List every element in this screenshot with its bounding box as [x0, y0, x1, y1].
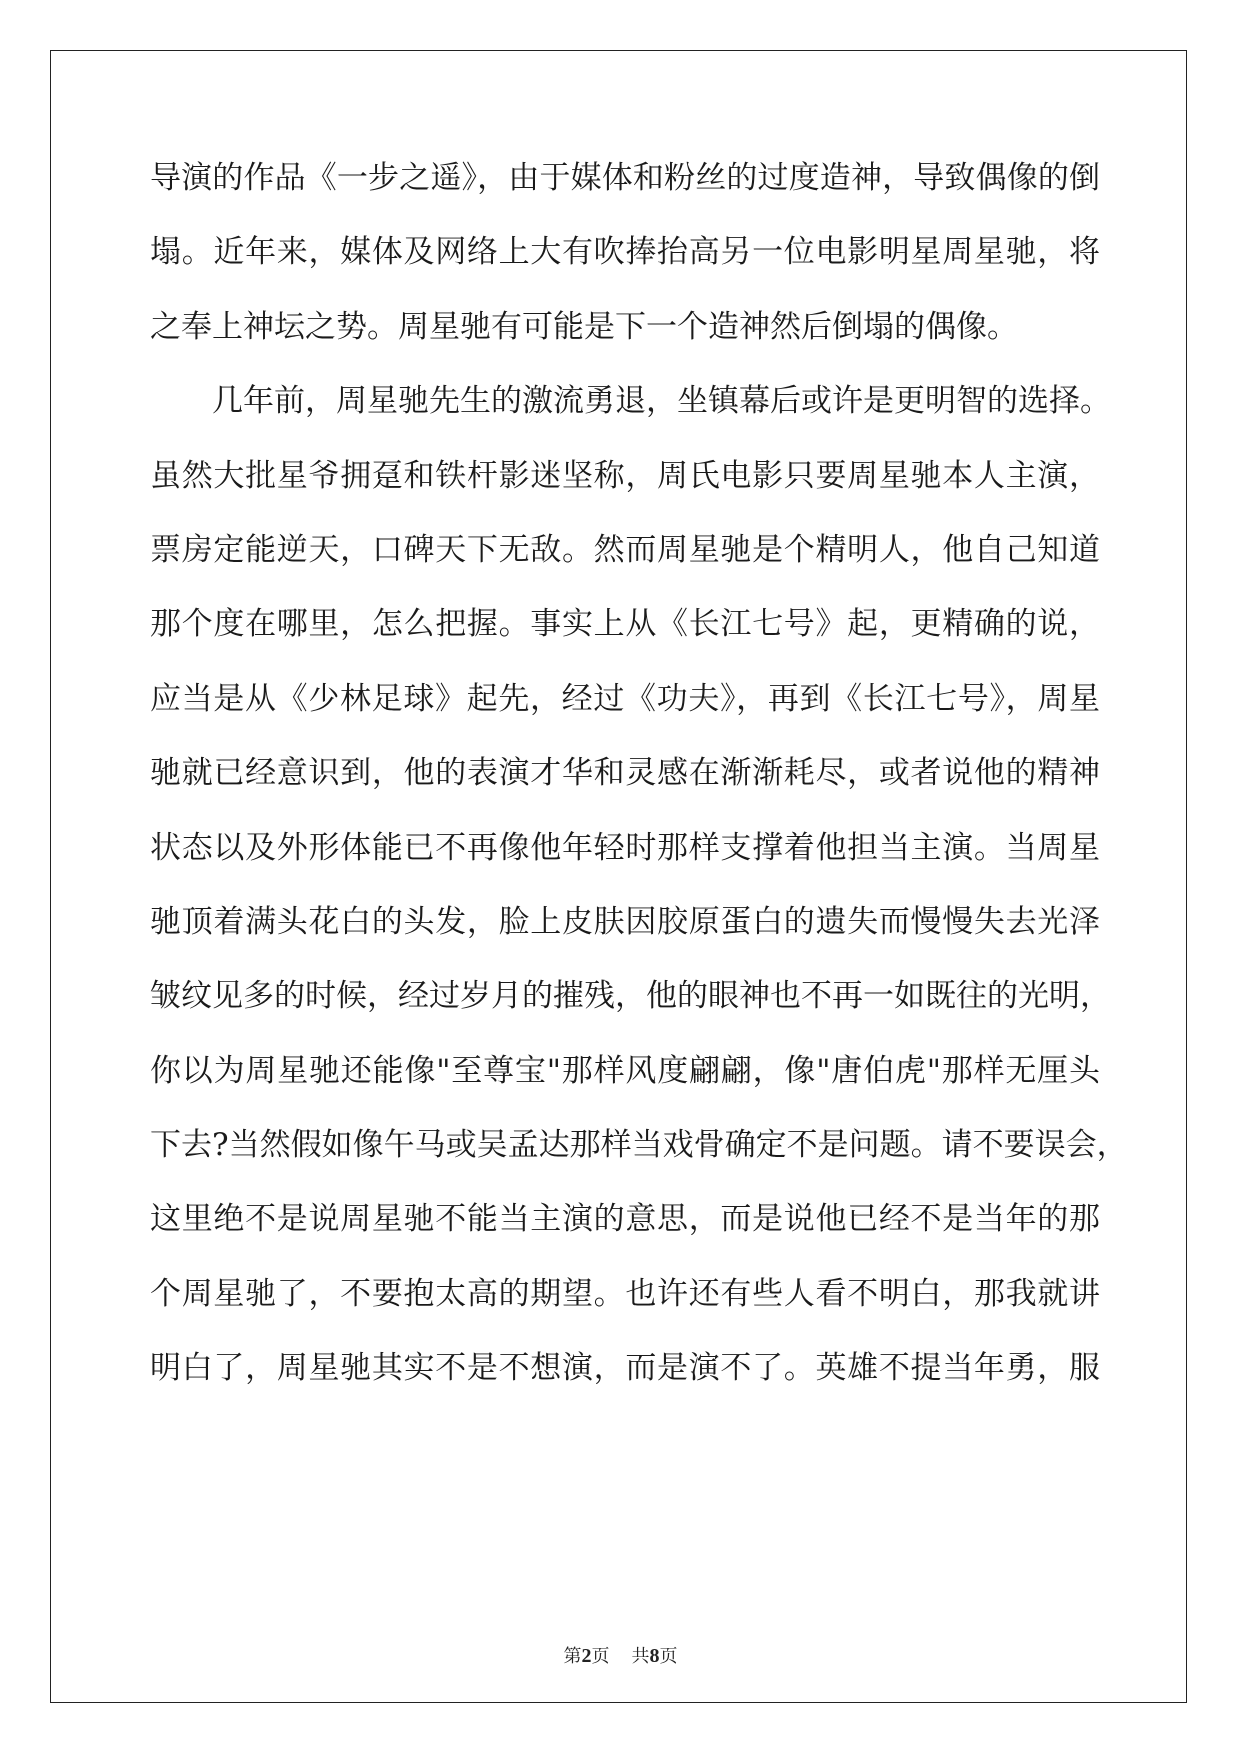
text-line-7: 那个度在哪里，怎么把握。事实上从《长江七号》起，更精确的说， [150, 606, 1100, 643]
footer-page-suffix: 页 [591, 1646, 610, 1667]
text-line-9: 驰就已经意识到，他的表演才华和灵感在渐渐耗尽，或者说他的精神 [150, 755, 1100, 792]
text-line-4: 几年前，周星驰先生的激流勇退，坐镇幕后或许是更明智的选择。 [212, 383, 1111, 420]
text-line-12: 皱纹见多的时候，经过岁月的摧残，他的眼神也不再一如既往的光明， [150, 978, 1111, 1015]
text-line-3: 之奉上神坛之势。周星驰有可能是下一个造神然后倒塌的偶像。 [150, 308, 1018, 345]
total-pages-number: 8 [649, 1645, 660, 1667]
footer-total-prefix: 共 [631, 1646, 650, 1667]
text-line-13: 你以为周星驰还能像"至尊宝"那样风度翩翩，像"唐伯虎"那样无厘头 [150, 1052, 1100, 1089]
text-line-6: 票房定能逆天，口碑天下无敌。然而周星驰是个精明人，他自己知道 [150, 531, 1100, 568]
text-line-8: 应当是从《少林足球》起先，经过《功夫》，再到《长江七号》，周星 [150, 680, 1100, 717]
body-text [150, 160, 1128, 1428]
text-line-14: 下去?当然假如像午马或吴孟达那样当戏骨确定不是问题。请不要误会， [150, 1127, 1128, 1164]
text-line-10: 状态以及外形体能已不再像他年轻时那样支撑着他担当主演。当周星 [150, 829, 1100, 866]
text-line-5: 虽然大批星爷拥趸和铁杆影迷坚称，周氏电影只要周星驰本人主演， [150, 457, 1100, 494]
page-footer [0, 1642, 1241, 1668]
text-line-2: 塌。近年来，媒体及网络上大有吹捧抬高另一位电影明星周星驰，将 [150, 234, 1100, 271]
text-line-15: 这里绝不是说周星驰不能当主演的意思，而是说他已经不是当年的那 [150, 1201, 1100, 1238]
text-line-16: 个周星驰了，不要抱太高的期望。也许还有些人看不明白，那我就讲 [150, 1275, 1100, 1312]
text-line-11: 驰顶着满头花白的头发，脸上皮肤因胶原蛋白的遗失而慢慢失去光泽 [150, 903, 1100, 940]
footer-prefix: 第 [563, 1646, 582, 1667]
footer-total-suffix: 页 [659, 1646, 678, 1667]
current-page-number: 2 [581, 1645, 592, 1667]
text-line-1: 导演的作品《一步之遥》，由于媒体和粉丝的过度造神，导致偶像的倒 [150, 160, 1100, 196]
text-line-17: 明白了，周星驰其实不是不想演，而是演不了。英雄不提当年勇，服 [150, 1350, 1100, 1387]
